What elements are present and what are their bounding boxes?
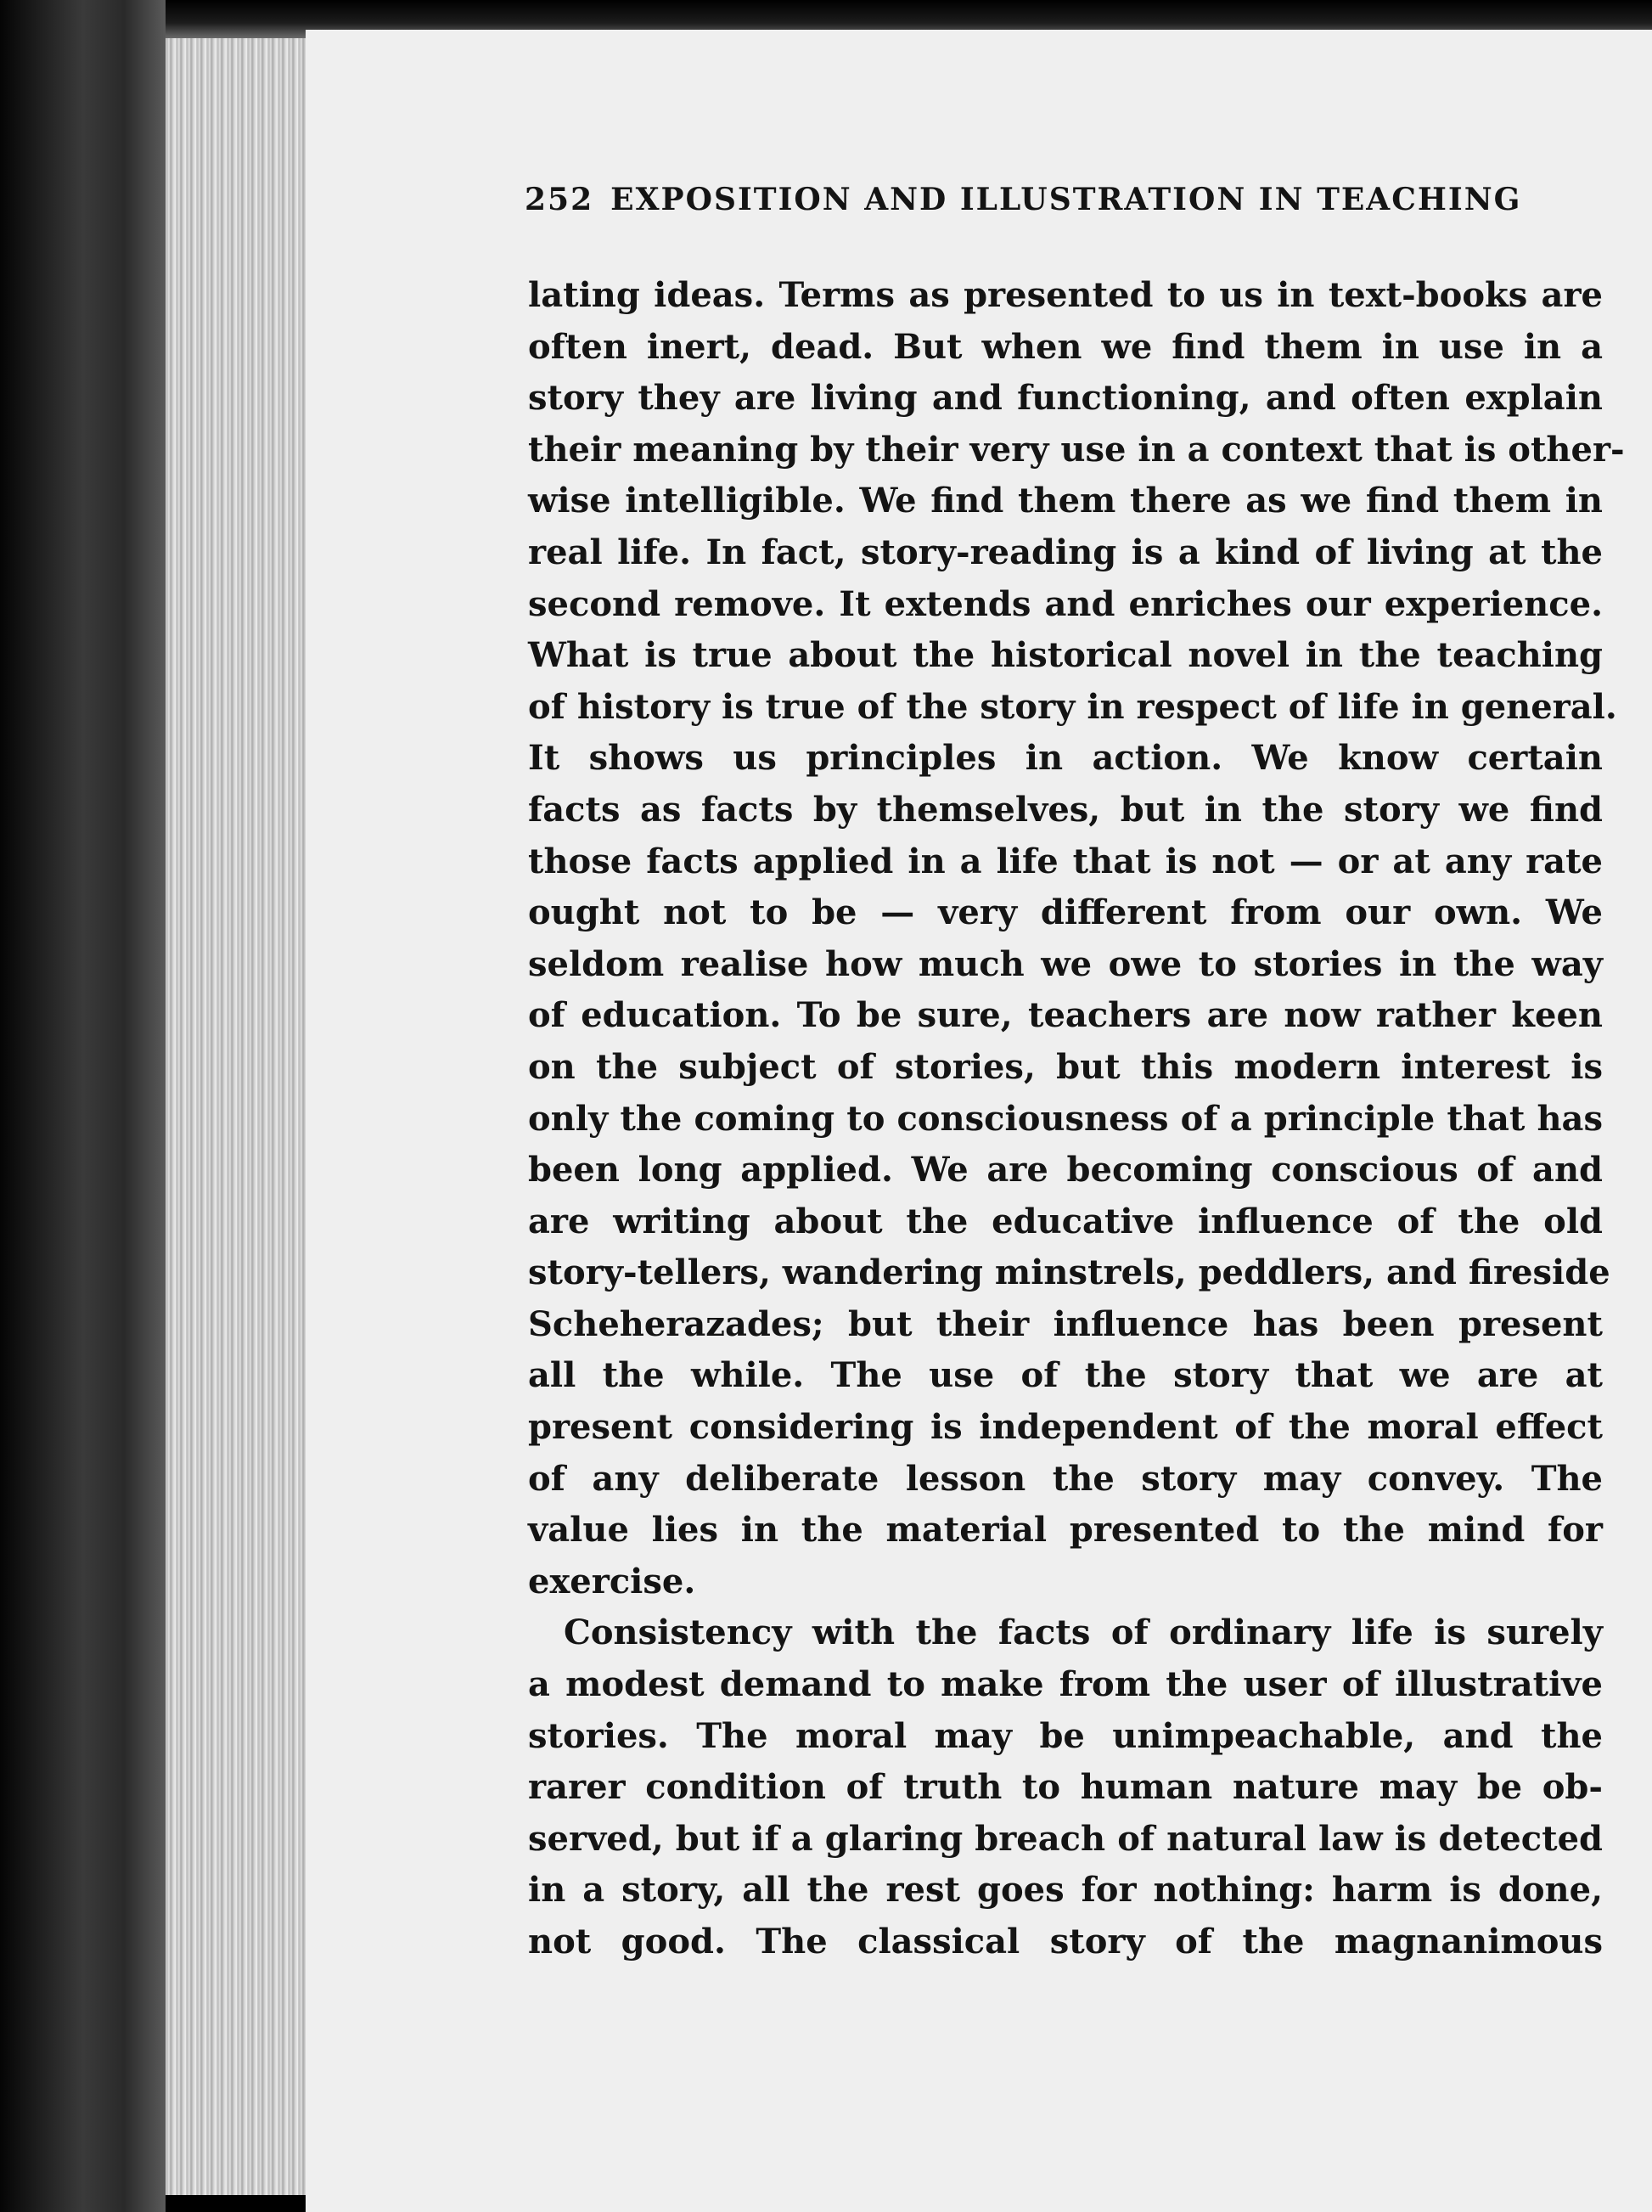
text-line: their meaning by their very use in a context that is other- (528, 429, 1625, 470)
text-line: been long applied. We are becoming conscious of and (528, 1150, 1603, 1190)
text-line: real life. In fact, story-reading is a kind of living at the (528, 532, 1603, 572)
text-line: Scheherazades; but their influence has been present (528, 1303, 1603, 1344)
text-line: rarer condition of truth to human nature may be ob- (528, 1767, 1603, 1808)
text-line: story they are living and functioning, and often explain (528, 378, 1603, 419)
paragraph-2 (528, 1607, 1603, 1967)
text-line: only the coming to consciousness of a principle that has (528, 1098, 1603, 1139)
body-text (528, 270, 1625, 1968)
text-line: Consistency with the facts of ordinary life is surely (564, 1613, 1603, 1653)
paragraph-1 (528, 270, 1625, 1607)
running-head-title: EXPOSITION AND ILLUSTRATION IN TEACHING (610, 182, 1522, 217)
text-line: second remove. It extends and enriches our experience. (528, 583, 1603, 624)
text-line: served, but if a glaring breach of natural law is detected (528, 1818, 1603, 1859)
text-line: present considering is independent of the moral effect (528, 1407, 1603, 1448)
text-line: not good. The classical story of the magnanimous (528, 1922, 1603, 1962)
text-line: a modest demand to make from the user of illustrative (528, 1664, 1603, 1705)
text-line: wise intelligible. We find them there as we find them in (528, 481, 1603, 521)
text-line: are writing about the educative influence of the old (528, 1201, 1603, 1241)
text-line: facts as facts by themselves, but in the story we find (528, 789, 1603, 830)
text-line: all the while. The use of the story that we are at (528, 1355, 1603, 1396)
text-line: seldom realise how much we owe to stories in the way (528, 943, 1603, 984)
text-line: What is true about the historical novel in the teaching (528, 635, 1603, 676)
text-line: in a story, all the rest goes for nothing: harm is done, (528, 1870, 1603, 1911)
text-line: often inert, dead. But when we find them in use in a (528, 326, 1603, 367)
page-edges (166, 34, 306, 2195)
text-line: those facts applied in a life that is not — or at any rate (528, 841, 1603, 881)
text-line: exercise. (528, 1561, 696, 1601)
text-line: story-tellers, wandering minstrels, peddlers, and fireside (528, 1252, 1610, 1293)
text-line: value lies in the material presented to the mind for (528, 1510, 1603, 1551)
text-line: stories. The moral may be unimpeachable, and the (528, 1715, 1603, 1756)
text-line: ought not to be — very different from our own. We (528, 892, 1603, 933)
text-line: of history is true of the story in respect of life in general. (528, 686, 1617, 727)
text-line: on the subject of stories, but this modern interest is (528, 1046, 1603, 1087)
text-line: lating ideas. Terms as presented to us in text-books are (528, 275, 1603, 315)
text-line: It shows us principles in action. We know certain (528, 738, 1603, 779)
running-head (525, 182, 1537, 217)
text-line: of education. To be sure, teachers are now rather keen (528, 995, 1603, 1036)
book-binding (0, 0, 166, 2212)
page-number: 252 (525, 182, 594, 217)
text-line: of any deliberate lesson the story may convey. The (528, 1458, 1603, 1499)
